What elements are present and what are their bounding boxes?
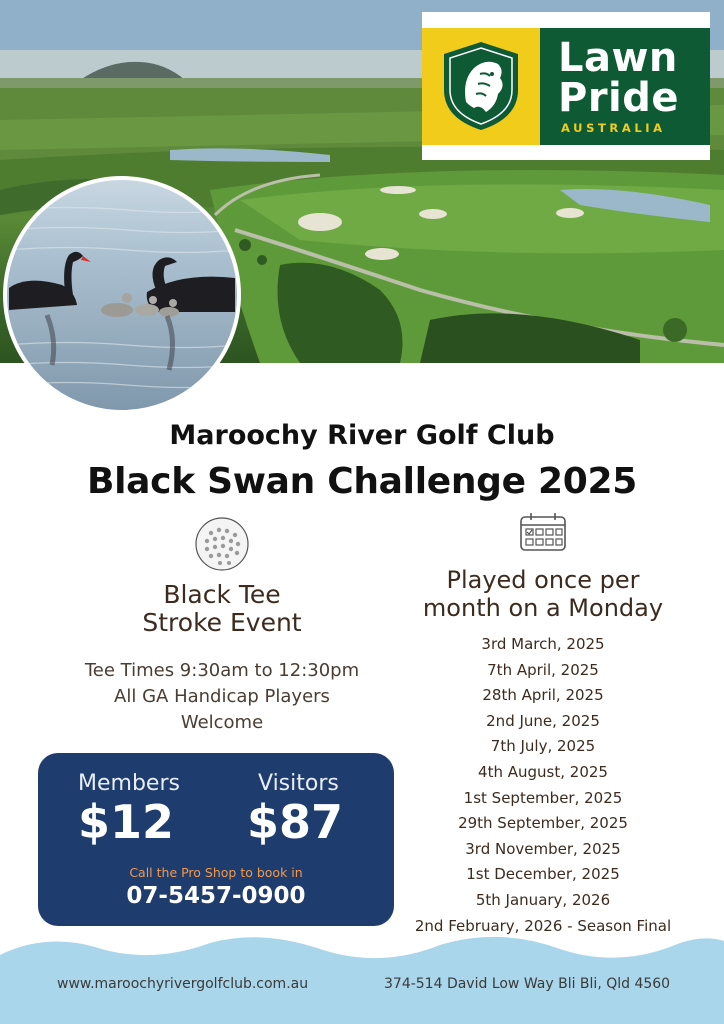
schedule-heading-line2: month on a Monday — [422, 594, 664, 622]
event-type — [100, 581, 344, 637]
event-date: 3rd March, 2025 — [481, 635, 605, 653]
event-date: 3rd November, 2025 — [465, 839, 621, 858]
event-date-season-final: 2nd February, 2026 - Season Final — [414, 916, 672, 935]
schedule-heading-line1: Played once per — [446, 566, 640, 594]
event-date: 7th July, 2025 — [490, 737, 596, 756]
event-date: 28th April, 2025 — [482, 686, 604, 705]
tee-info — [60, 658, 384, 736]
members-label: Members — [78, 771, 180, 796]
sponsor-name-line2: Pride — [558, 75, 680, 121]
event-date: 1st December, 2025 — [466, 865, 620, 884]
event-date: 2nd June, 2025 — [486, 711, 600, 730]
golf-ball-icon — [193, 515, 251, 573]
pro-shop-phone[interactable]: 07-5457-0900 — [126, 883, 306, 909]
club-address: 374-514 David Low Way Bli Bli, Qld 4560 — [384, 976, 671, 992]
visitors-price: $87 — [247, 795, 344, 849]
call-to-book-text: Call the Pro Shop to book in — [129, 865, 303, 880]
sponsor-country: AUSTRALIA — [561, 121, 666, 135]
event-dates-list — [393, 632, 693, 939]
event-date: 29th September, 2025 — [458, 814, 628, 833]
sponsor-name-line1: Lawn — [558, 35, 678, 81]
pricing-panel — [38, 753, 394, 926]
event-type-line1: Black Tee — [163, 580, 281, 609]
event-title: Black Swan Challenge 2025 — [86, 461, 637, 502]
website-link[interactable]: www.maroochyrivergolfclub.com.au — [57, 976, 309, 992]
black-swans-photo — [3, 176, 241, 414]
sponsor-logo — [422, 12, 710, 160]
event-date: 4th August, 2025 — [478, 762, 608, 781]
event-type-line2: Stroke Event — [142, 608, 302, 637]
club-name: Maroochy River Golf Club — [169, 420, 555, 451]
calendar-icon — [519, 512, 567, 552]
schedule-heading — [393, 566, 693, 622]
event-date: 5th January, 2026 — [475, 890, 611, 909]
lion-shield-icon — [440, 40, 522, 132]
event-date: 1st September, 2025 — [463, 788, 623, 807]
tee-times: Tee Times 9:30am to 12:30pm — [84, 660, 360, 681]
members-price: $12 — [78, 795, 175, 849]
eligibility-line1: All GA Handicap Players — [114, 686, 330, 707]
eligibility-line2: Welcome — [180, 712, 264, 733]
visitors-label: Visitors — [258, 771, 339, 796]
event-date: 7th April, 2025 — [487, 660, 599, 679]
